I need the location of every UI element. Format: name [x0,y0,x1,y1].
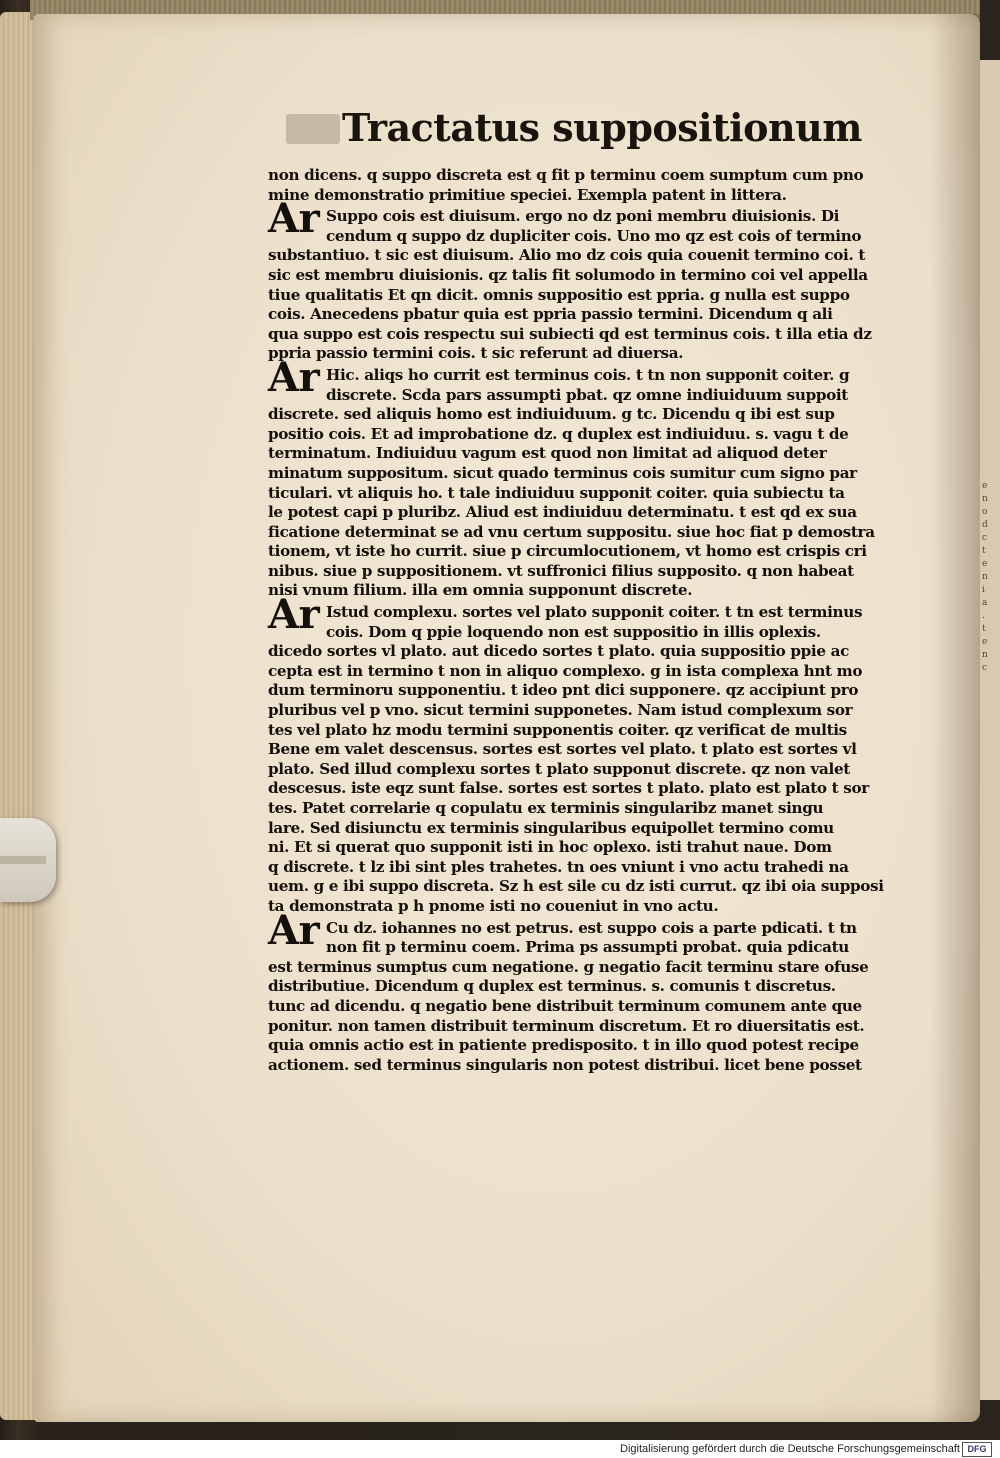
text-line: plato. Sed illud complexu sortes t plato supponut discrete. qz non valet [268,759,850,778]
text-line: nisi vnum filium. illa em omnia supponunt discrete. [268,581,693,600]
page-title: Tractatus suppositionum [342,105,862,150]
text-line: ticulari. vt aliquis ho. t tale indiuiduu supponit coiter. quia subiectu ta [268,483,845,502]
text-line-content: Cu dz. iohannes no est petrus. est suppo cois a parte pdicati. t tn [326,918,857,937]
text-line: terminatum. Indiuiduu vagum est quod non limitat ad aliquod deter [268,444,827,463]
text-line: lare. Sed disiunctu ex terminis singularibus equipollet termino comu [268,818,834,837]
book-clasp-strap [0,856,46,864]
text-line: tunc ad dicendu. q negatio bene distribuit terminum comunem ante que [268,996,862,1015]
text-line: ficatione determinat se ad vnu certum suppositu. siue hoc fiat p demostra [268,522,875,541]
text-line: cepta est in termino t non in aliquo complexo. g in ista complexa hnt mo [268,661,863,680]
text-line: uem. g e ibi suppo discreta. Sz h est sile cu dz isti currut. qz ibi oia supposi [268,877,884,896]
text-line: cois. Anecedens pbatur quia est ppria passio termini. Dicendum q ali [268,305,833,324]
dfg-logo: DFG [962,1442,992,1457]
text-line: minatum suppositum. sicut quado terminus cois sumitur cum signo par [268,463,857,482]
text-line: mine demonstratio primitiue speciei. Exempla patent in littera. [268,185,787,204]
text-line: dum terminoru supponentiu. t ideo pnt dici supponere. qz accipiunt pro [268,681,859,700]
text-line: le potest capi p pluribz. Aliud est indiuiduu determinatu. t est qd ex sua [268,503,857,522]
facing-page-text: e n o d c t e n i a . t e n c [982,481,987,673]
initial-letter: Ar [268,906,320,954]
title-smudge [286,114,340,144]
text-line: non dicens. q suppo discreta est q fit p terminu coem sumptum cum pno [268,166,864,184]
text-line: ponitur. non tamen distribuit terminum discretum. Et ro diuersitatis est. [268,1016,865,1035]
text-line: nibus. siue p suppositionem. vt suffronici filius supposito. q non habeat [268,561,854,580]
body-text [268,166,890,1075]
text-line: descesus. iste eqz sunt false. sortes est sortes t plato. plato est plato t sor [268,779,869,798]
text-line: qua suppo est cois respectu sui subiecti qd est terminus cois. t illa etia dz [268,324,872,343]
text-line-content: Suppo cois est diuisum. ergo no dz poni membru diuisionis. Di [326,207,840,226]
text-line: tes. Patet correlarie q copulatu ex terminis singularibz manet singu [268,799,824,817]
text-line: quia omnis actio est in patiente predisposito. t in illo quod potest recipe [268,1036,859,1055]
text-line: est terminus sumptus cum negatione. g negatio facit terminu stare ofuse [268,957,869,976]
text-line-content: Hic. aliqs ho currit est terminus cois. t tn non supponit coiter. g [326,365,850,384]
text-line: Bene em valet descensus. sortes est sortes vel plato. t plato est sortes vl [268,740,857,759]
text-line: tionem, vt iste ho currit. siue p circumlocutionem, vt homo est crispis cri [268,542,867,561]
facing-page-sliver [980,60,1000,1400]
text-line: sic est membru diuisionis. qz talis fit solumodo in termino coi vel appella [268,265,868,284]
text-line: dicedo sortes vl plato. aut dicedo sortes t plato. quia suppositio ppie ac [268,642,849,661]
text-line: actionem. sed terminus singularis non potest distribui. licet bene posset [268,1055,862,1074]
text-line: ppria passio termini cois. t sic referunt ad diuersa. [268,344,684,363]
text-line: tes vel plato hz modu termini supponentis coiter. qz verificat de multis [268,720,847,739]
footer-credit: Digitalisierung gefördert durch die Deutsche Forschungsgemeinschaft [620,1443,960,1455]
text-line: cois. Dom q ppie loquendo non est suppositio in illis oplexis. [326,622,821,641]
text-line: discrete. sed aliquis homo est indiuiduum. g tc. Dicendu q ibi est sup [268,405,835,424]
text-line: discrete. Scda pars assumpti pbat. qz omne indiuiduum suppoit [326,385,848,404]
text-line-content: Istud complexu. sortes vel plato supponit coiter. t tn est terminus [326,603,863,622]
initial-letter: Ar [268,591,320,639]
text-line: q discrete. t lz ibi sint ples trahetes. tn oes vniunt i vno actu trahedi na [268,857,849,876]
text-line: distributiue. Dicendum q duplex est terminus. s. comunis t discretus. [268,977,836,996]
initial-letter: Ar [268,353,320,401]
text-line: ni. Et si querat quo supponit isti in hoc oplexo. isti trahut naue. Dom [268,838,832,857]
text-line: ta demonstrata p h pnome isti no coueniut in vno actu. [268,896,719,915]
text-line: substantiuo. t sic est diuisum. Alio mo dz cois quia couenit termino coi. t [268,246,866,265]
text-line: cendum q suppo dz dupliciter cois. Uno mo qz est cois of termino [326,226,862,245]
text-line: non fit p terminu coem. Prima ps assumpti probat. quia pdicatu [326,938,849,957]
text-line: positio cois. Et ad improbatione dz. q duplex est indiuiduu. s. vagu t de [268,424,849,443]
initial-letter: Ar [268,195,320,243]
text-line: tiue qualitatis Et qn dicit. omnis suppositio est ppria. g nulla est suppo [268,285,850,304]
binding-gutter-shadow [930,14,980,1422]
text-line: pluribus vel p vno. sicut termini supponetes. Nam istud complexum sor [268,701,853,720]
